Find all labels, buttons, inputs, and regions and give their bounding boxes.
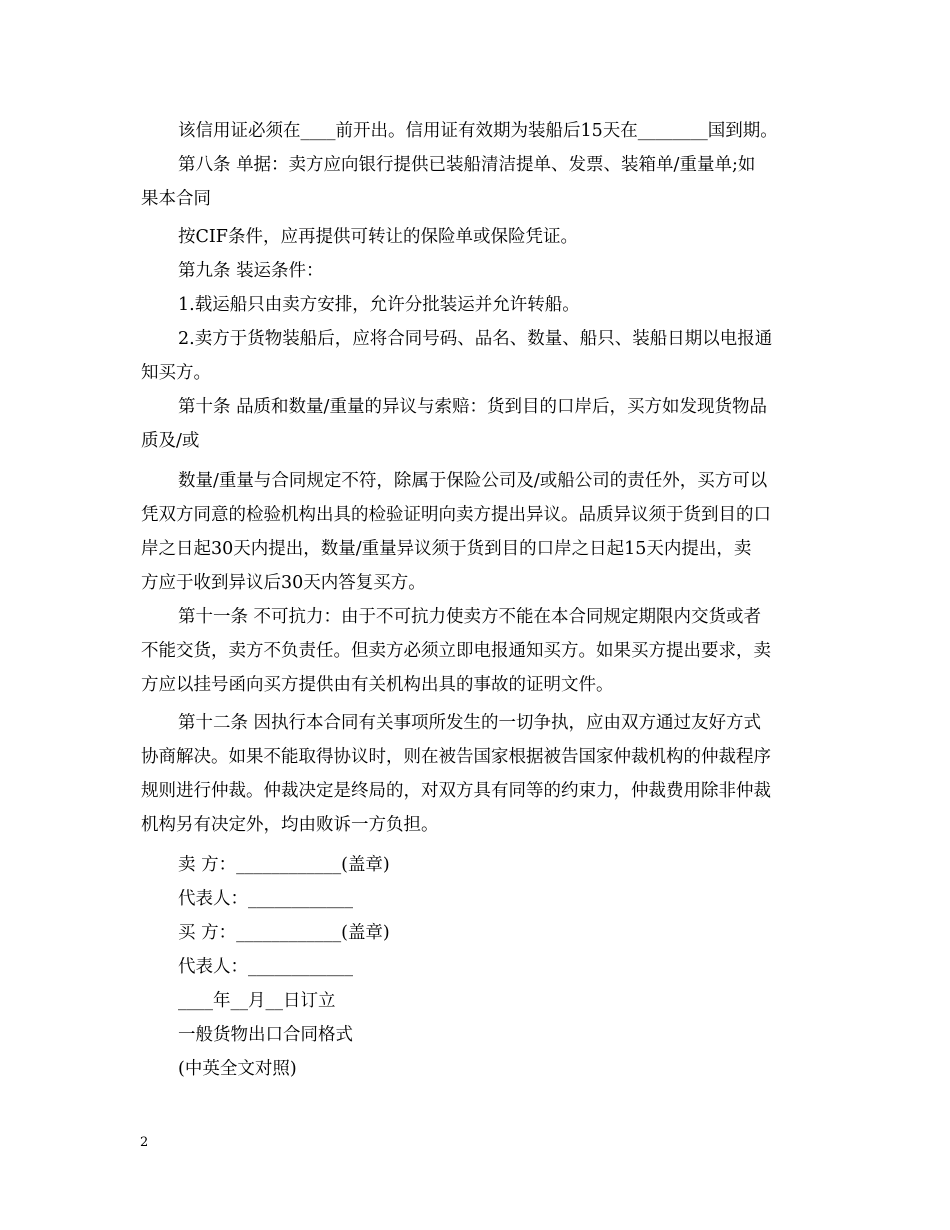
text-line: 第九条 装运条件： [178,261,324,281]
text-line: 按CIF条件，应再提供可转让的保险单或保险凭证。 [178,227,578,247]
seller-representative-line: 代表人：____________ [178,889,353,909]
text-line: 该信用证必须在____前开出。信用证有效期为装船后15天在________国到期。 [178,121,778,141]
text-line: 1.载运船只由卖方安排，允许分批装运并允许转船。 [178,295,580,315]
text-line: 第十条 品质和数量/重量的异议与索赔：货到目的口岸后，买方如发现货物品 [178,397,767,417]
text-line: 2.卖方于货物装船后，应将合同号码、品名、数量、船只、装船日期以电报通 [178,329,773,349]
text-line: 规则进行仲裁。仲裁决定是终局的，对双方具有同等的约束力，仲裁费用除非仲裁 [141,781,771,801]
text-line: 第八条 单据：卖方应向银行提供已装船清洁提单、发票、装箱单/重量单;如 [178,155,756,175]
text-line: 第十二条 因执行本合同有关事项所发生的一切争执，应由双方通过友好方式 [178,713,762,733]
text-line: 数量/重量与合同规定不符，除属于保险公司及/或船公司的责任外，买方可以 [178,471,768,491]
text-line: 质及/或 [141,431,200,451]
text-line: 岸之日起30天内提出，数量/重量异议须于货到目的口岸之日起15天内提出，卖 [141,539,752,559]
buyer-representative-line: 代表人：____________ [178,957,353,977]
text-line: 协商解决。如果不能取得协议时，则在被告国家根据被告国家仲裁机构的仲裁程序 [141,747,771,767]
text-line: 机构另有决定外，均由败诉一方负担。 [141,815,439,835]
text-line: 凭双方同意的检验机构出具的检验证明向卖方提出异议。品质异议须于货到目的口 [141,505,771,525]
text-line: 方应于收到异议后30天内答复买方。 [141,573,426,593]
text-line: 方应以挂号函向买方提供由有关机构出具的事故的证明文件。 [141,675,614,695]
buyer-signature-line: 买 方：____________(盖章) [178,923,390,943]
section-title: 一般货物出口合同格式 [178,1025,353,1045]
text-line: 第十一条 不可抗力：由于不可抗力使卖方不能在本合同规定期限内交货或者 [178,607,762,627]
page-number: 2 [140,1135,149,1150]
text-line: 果本合同 [141,189,211,209]
date-line: ____年__月__日订立 [178,991,336,1011]
text-line: 不能交货，卖方不负责任。但卖方必须立即电报通知买方。如果买方提出要求，卖 [141,641,771,661]
seller-signature-line: 卖 方：____________(盖章) [178,855,390,875]
text-line: 知买方。 [141,363,211,383]
section-subtitle: (中英全文对照) [178,1059,297,1079]
